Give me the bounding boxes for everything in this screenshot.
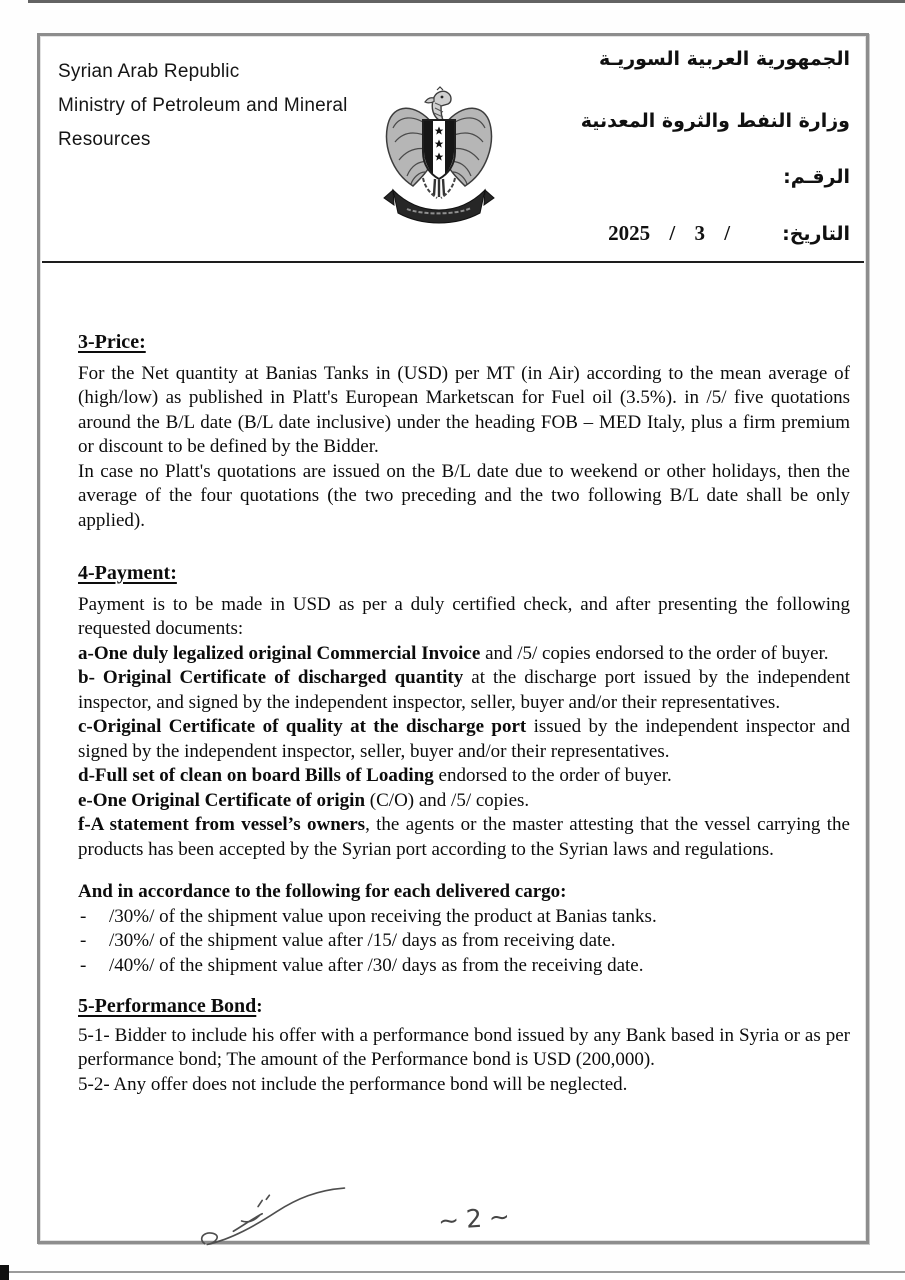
header-country: Syrian Arab Republic <box>58 61 240 82</box>
header-arabic-country: الجمهورية العربية السوريـة <box>599 48 850 70</box>
payment-doc-c-rest: issued by the independent inspector and signed by the independent inspector, seller, buyer and/or their representatives. <box>78 716 850 762</box>
payment-doc-a-title: a-One duly legalized original Commercial Invoice <box>78 642 481 664</box>
payment-doc-f-rest: , the agents or the master attesting that the vessel carrying the products has been accepted by the Syrian port according to the Syrian laws and regulations. <box>78 814 850 860</box>
section-performance-bond <box>78 994 850 1097</box>
list-item <box>78 954 850 979</box>
section-delivered-cargo <box>78 880 850 978</box>
bond-heading-row <box>78 994 850 1020</box>
date-label: التاريخ: <box>782 223 850 245</box>
header-ministry-line2: Resources <box>58 129 151 150</box>
scan-artifact-bottom-line <box>0 1271 905 1273</box>
payment-doc-f <box>78 813 850 862</box>
bond-clause-2: 5-2- Any offer does not include the performance bond will be neglected. <box>78 1073 628 1095</box>
payment-doc-a-rest: and /5/ copies endorsed to the order of buyer. <box>480 642 829 664</box>
header-english <box>58 62 348 164</box>
payment-doc-b <box>78 666 850 715</box>
cargo-heading: And in accordance to the following for each delivered cargo: <box>78 881 567 902</box>
list-item <box>78 905 850 930</box>
payment-doc-d <box>78 764 850 789</box>
payment-doc-d-title: d-Full set of clean on board Bills of Loading <box>78 765 434 786</box>
bond-heading: 5-Performance Bond <box>78 995 257 1017</box>
section-price <box>78 330 850 533</box>
payment-doc-a <box>78 642 850 667</box>
price-paragraph-2: In case no Platt's quotations are issued on the B/L date due to weekend or other holidays, then the average of the four quotations (the two preceding and the two following B/L date shall be only applied). <box>78 460 850 531</box>
header-arabic-ministry: وزارة النفط والثروة المعدنية <box>580 110 850 132</box>
document-number-label: الرقـم: <box>783 166 850 188</box>
header-ministry-line1: Ministry of Petroleum and Mineral <box>58 95 348 116</box>
payment-heading: 4-Payment: <box>78 562 177 584</box>
payment-doc-c <box>78 715 850 764</box>
payment-doc-b-title: b- Original Certificate of discharged quantity <box>78 667 464 688</box>
payment-doc-e-rest: (C/O) and /5/ copies. <box>365 789 530 811</box>
cargo-item-3: /40%/ of the shipment value after /30/ days as from the receiving date. <box>109 954 644 976</box>
document-page <box>37 33 869 1244</box>
eagle-emblem-graphic <box>378 86 500 224</box>
payment-doc-e-title: e-One Original Certificate of origin <box>78 789 366 811</box>
list-item <box>78 929 850 954</box>
scan-artifact-corner-mark <box>0 1265 9 1280</box>
dash-marker: - <box>80 905 87 927</box>
payment-doc-c-title: c-Original Certificate of quality at the discharge port <box>78 716 527 737</box>
handwritten-page-number: ~2~ <box>437 1201 518 1236</box>
payment-doc-e <box>78 789 850 814</box>
price-heading: 3-Price: <box>78 331 146 353</box>
handwritten-signature <box>196 1186 351 1258</box>
payment-intro: Payment is to be made in USD as per a duly certified check, and after presenting the following requested documents: <box>78 593 850 639</box>
bond-clause-1: 5-1- Bidder to include his offer with a performance bond issued by any Bank based in Syria or as per performance bond; The amount of the Performance bond is USD (200,000). <box>78 1024 850 1070</box>
payment-doc-f-title: f-A statement from vessel’s owners <box>78 814 366 835</box>
cargo-item-1: /30%/ of the shipment value upon receiving the product at Banias tanks. <box>109 905 657 927</box>
payment-doc-b-rest: at the discharge port issued by the independent inspector, and signed by the independent inspector, seller, buyer and/or their representatives. <box>78 667 850 713</box>
date-value: 2025 / 3 / <box>608 221 731 245</box>
scan-artifact-top-line <box>28 0 905 3</box>
section-payment <box>78 561 850 862</box>
payment-doc-d-rest: endorsed to the order of buyer. <box>433 765 672 786</box>
document-date-row <box>608 221 850 246</box>
price-paragraph-1: For the Net quantity at Banias Tanks in (USD) per MT (in Air) according to the mean average of (high/low) as published in Platt's European Marketscan for Fuel oil (3.5%). in /5/ five quotations around the B/L date (B/L date inclusive) under the heading FOB – MED Italy, plus a firm premium or discount to be defined by the Bidder. <box>78 362 850 457</box>
signature-scribble-graphic <box>196 1186 351 1258</box>
header-divider-line <box>42 261 864 263</box>
cargo-item-2: /30%/ of the shipment value after /15/ days as from receiving date. <box>109 930 616 951</box>
dash-marker: - <box>80 930 87 951</box>
syrian-coat-of-arms-icon <box>378 86 500 224</box>
bond-heading-colon: : <box>256 996 263 1017</box>
document-body <box>78 330 850 1097</box>
dash-marker: - <box>80 954 87 976</box>
